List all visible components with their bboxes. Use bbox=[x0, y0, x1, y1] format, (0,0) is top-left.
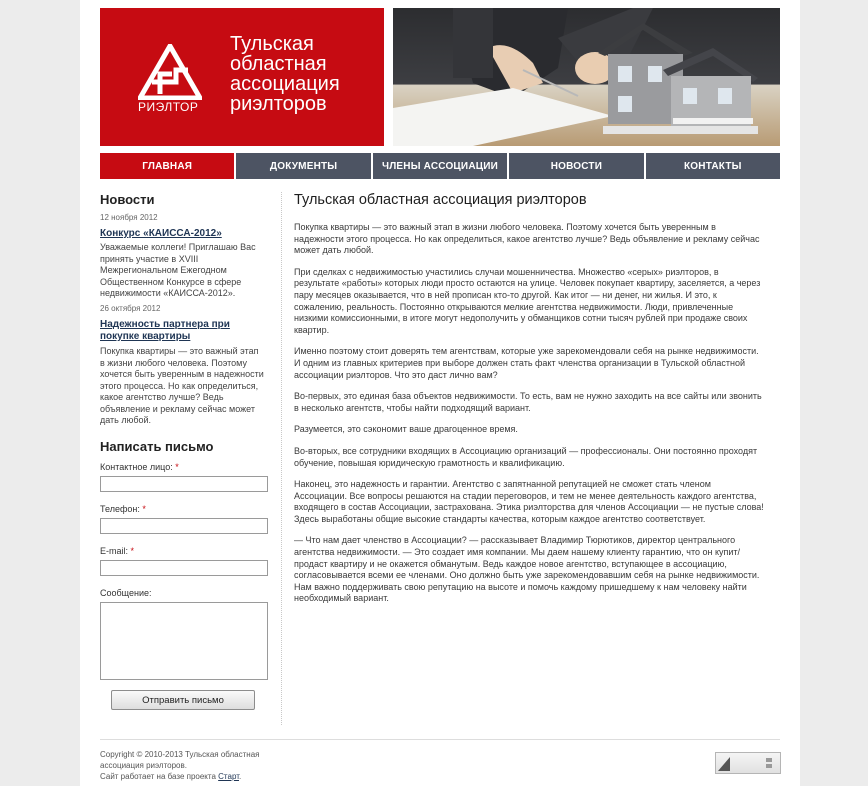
nav-item-home[interactable]: ГЛАВНАЯ bbox=[100, 153, 234, 179]
news-text: Уважаемые коллеги! Приглашаю Вас принять участие в XVIII Межрегиональном Ежегодном Общественном Конкурсе в сфере недвижимости «КАИССА-2012». bbox=[100, 242, 256, 298]
article-paragraph: Разумеется, это сэкономит ваше драгоценное время. bbox=[294, 424, 518, 435]
visitor-counter[interactable] bbox=[715, 752, 781, 774]
news-text: Покупка квартиры — это важный этап в жизни любого человека. Поэтому хочется быть уверенным в надежности этого процесса. Но как определиться, какое агентство лучше? Ведь объявление и рекламу сейчас может дать любой. bbox=[100, 346, 264, 425]
page-title: Тульская областная ассоциация риэлторов bbox=[294, 192, 587, 208]
header-photo bbox=[393, 8, 780, 146]
article-paragraph: Во-первых, это единая база объектов недвижимости. То есть, вам не нужно заходить на все сайты или звонить в несколько агентств, чтобы найти подходящий вариант. bbox=[294, 391, 762, 413]
required-mark: * bbox=[142, 504, 146, 514]
news-title-link[interactable]: Надежность партнера при покупке квартиры bbox=[100, 319, 230, 342]
article-paragraph: При сделках с недвижимостью участились случаи мошенничества. Множество «серых» риэлторов, в результате «работы» которых люди просто остаются на улице. Человек покупает квартиру, заселяется, а через пару месяцев оказывается, что в ней прописан кто-то другой. Как итог — ни денег, ни жилья. И это, к сожалению, реальность. Постоянно открываются мелкие агентства недвижимости. Люди, привлеченные низкими комиссионными, в итоге могут недополучить у обманщиков сотни тысяч рублей при продаже своих квартир. bbox=[294, 266, 761, 335]
message-label: Сообщение: bbox=[100, 588, 152, 598]
powered-suffix: . bbox=[239, 772, 242, 781]
form-heading: Написать письмо bbox=[100, 439, 214, 454]
counter-icon bbox=[716, 753, 780, 773]
logo-word: РИЭЛТОР bbox=[138, 100, 199, 114]
contact-label bbox=[100, 462, 179, 472]
nav-item-documents[interactable]: ДОКУМЕНТЫ bbox=[234, 153, 370, 179]
main-nav bbox=[100, 153, 780, 179]
article-paragraph: Покупка квартиры — это важный этап в жизни любого человека. Поэтому хочется быть уверенным в надежности этого процесса. Но как определиться, какое агентство лучше? Ведь объявление и рекламу сейчас может дать любой. bbox=[294, 222, 760, 256]
news-date: 12 ноября 2012 bbox=[100, 213, 158, 222]
footer-copyright bbox=[100, 749, 300, 782]
phone-field[interactable] bbox=[100, 518, 268, 534]
required-mark: * bbox=[130, 546, 135, 556]
header-logo[interactable] bbox=[100, 8, 384, 146]
start-project-link[interactable]: Старт bbox=[218, 772, 240, 781]
logo-mark-icon bbox=[138, 44, 202, 100]
phone-label bbox=[100, 504, 146, 514]
phone-label-text: Телефон: bbox=[100, 504, 140, 514]
column-divider bbox=[281, 192, 282, 725]
nav-item-members[interactable]: ЧЛЕНЫ АССОЦИАЦИИ bbox=[371, 153, 507, 179]
message-textarea[interactable] bbox=[100, 602, 268, 680]
article-paragraph: — Что нам дает членство в Ассоциации? — рассказывает Владимир Тюрютиков, директор центрального агентства недвижимости. — Это создает имя компании. Мы даем нашему клиенту гарантию, что он купит/продаст квартиру и не окажется обманутым. Ведь каждое новое агентство, вступающее в ассоциацию, согласовывается всеми ее членами. Оно должно быть уже зарекомендовавшим себя на рынке недвижимости. Нам важно поддерживать свою репутацию на высоте и помочь каждому пришедшему к нам человеку найти необходимый вариант. bbox=[294, 535, 760, 604]
nav-item-news[interactable]: НОВОСТИ bbox=[507, 153, 643, 179]
news-title-link[interactable]: Конкурс «КАИССА-2012» bbox=[100, 228, 222, 239]
article-paragraph: Именно поэтому стоит доверять тем агентствам, которые уже зарекомендовали себя на рынке недвижимости. И одним из главных критериев при выборе должен стать факт членства организации в Тульской областной ассоциации риэлторов. Что это даст лично вам? bbox=[294, 346, 759, 380]
contact-field[interactable] bbox=[100, 476, 268, 492]
required-mark: * bbox=[175, 462, 179, 472]
main-content bbox=[294, 192, 764, 615]
copyright-text: Copyright © 2010-2013 Тульская областная ассоциация риэлторов. bbox=[100, 750, 260, 770]
send-message-button[interactable]: Отправить письмо bbox=[111, 690, 255, 710]
news-date: 26 октября 2012 bbox=[100, 304, 161, 313]
nav-item-contacts[interactable]: КОНТАКТЫ bbox=[644, 153, 780, 179]
footer-divider bbox=[100, 739, 780, 740]
email-label bbox=[100, 546, 134, 556]
powered-prefix: Сайт работает на базе проекта bbox=[100, 772, 216, 781]
house-illustration bbox=[393, 8, 780, 146]
article-paragraph: Во-вторых, все сотрудники входящих в Ассоциацию организаций — профессионалы. Они постоянно проходят обучение, повышая юридическую грамотность и квалификацию. bbox=[294, 445, 758, 468]
page bbox=[80, 0, 800, 786]
article-paragraph: Наконец, это надежность и гарантии. Агентство с запятнанной репутацией не сможет стать членом Ассоциации. Все вопросы решаются на стадии переговоров, и тем не менее деятельность каждого агентства, входящего в состав Ассоциации, застрахована. Этика риэлторства для членов Ассоциации — не пустые слова! Здесь выработаны общие высокие стандарты качества, которым каждое агентство соответствует. bbox=[294, 479, 764, 524]
contact-label-text: Контактное лицо: bbox=[100, 462, 173, 472]
email-label-text: E-mail: bbox=[100, 546, 129, 556]
email-field[interactable] bbox=[100, 560, 268, 576]
news-heading: Новости bbox=[100, 192, 155, 207]
site-title: Тульская областная ассоциация риэлторов bbox=[230, 33, 340, 115]
